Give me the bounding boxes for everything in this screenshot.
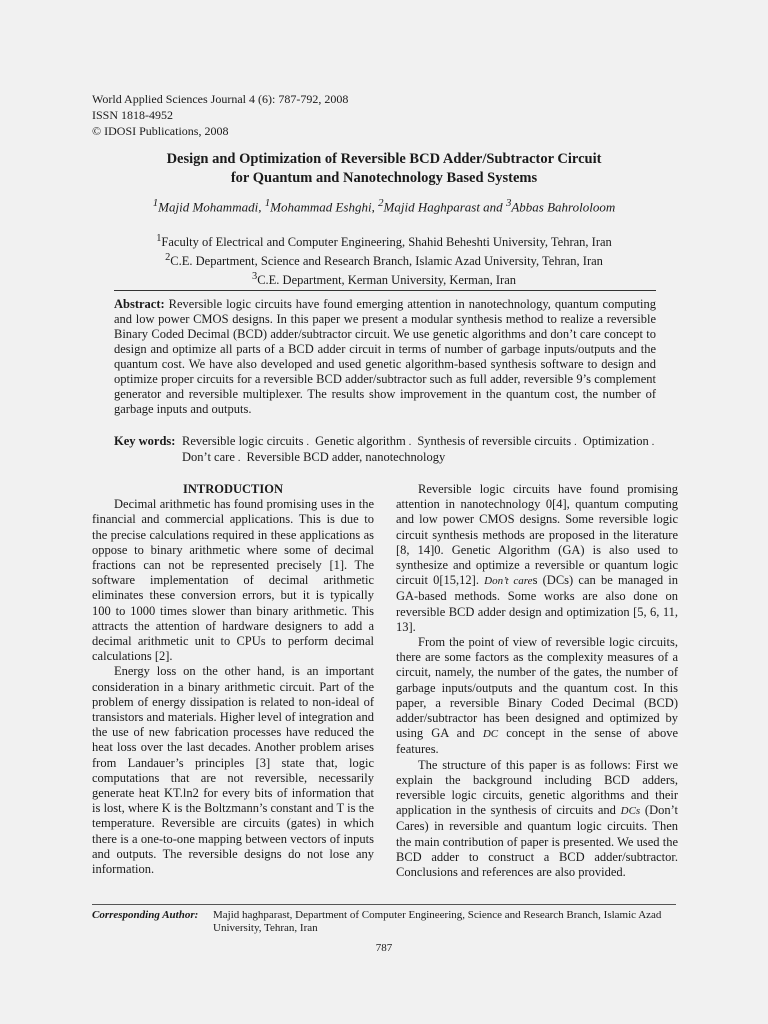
author-2: Mohammad Eshghi, — [270, 199, 379, 215]
text-run: Reversible logic circuits have found promising attention in nanotechnology 0[4], quantum computing and low power CMOS designs. Some reversible logic circuit synthesis methods are proposed in the literature [8, 14]0. Genetic Algorithm (GA) is also used to synthesize and optimize a reversible or quantum logic circuit 0[15,12]. — [396, 482, 678, 588]
affiliation-3 — [92, 269, 676, 288]
affiliation-2 — [92, 250, 676, 269]
abstract — [114, 290, 656, 417]
section-heading: INTRODUCTION — [182, 482, 283, 496]
keyword: Don’t care — [182, 450, 235, 464]
italic-run: Don’t care — [484, 575, 533, 588]
affiliations — [92, 231, 676, 288]
italic-run: DC — [482, 728, 499, 741]
text-run: (Don’t Cares) in reversible and quantum logic circuits. Then the main contribution of paper is presented. We used the BCD adder to construct a BCD adder/subtractor. Conclusions and references are also provided. — [396, 803, 678, 880]
affiliation-3-text: C.E. Department, Kerman University, Kerman, Iran — [257, 273, 517, 288]
text-run: From the point of view of reversible logic circuits, there are some factors as the complexity measures of a circuit, namely, the number of the gates, the number of garbage inputs/outputs and the quantum cost. In this paper, a reversible Binary Coded Decimal (BCD) adder/subtractor has been designed and optimized by using GA and — [396, 635, 678, 741]
keyword-separator: . — [306, 437, 309, 448]
journal-info — [92, 91, 348, 139]
author-list — [92, 197, 676, 215]
paragraph — [396, 758, 678, 881]
title-line-2: for Quantum and Nanotechnology Based Systems — [230, 170, 538, 186]
affiliation-1-sup: 1 — [156, 233, 162, 244]
title-line-1: Design and Optimization of Reversible BCD Adder/Subtractor Circuit — [166, 151, 602, 167]
author-3: Majid Haghparast and — [383, 199, 506, 215]
author-3-sup: 2 — [378, 197, 384, 209]
journal-issn: ISSN 1818-4952 — [92, 108, 174, 122]
author-4: Abbas Bahrololoom — [511, 199, 616, 215]
abstract-label: Abstract: — [114, 297, 165, 311]
corresponding-author-text: Majid haghparast, Department of Computer Engineering, Science and Research Branch, Islamic Azad University, Tehran, Iran — [213, 909, 662, 934]
keywords-list — [182, 434, 672, 466]
keyword: Synthesis of reversible circuits — [417, 434, 572, 448]
text-run: s (DCs) can be managed in GA-based methods. Some works are also done on reversible BCD adder design and optimization [5, 6, 11, 13]. — [396, 573, 678, 634]
author-4-sup: 3 — [505, 197, 512, 209]
keyword: Genetic algorithm — [315, 434, 406, 448]
paragraph — [396, 635, 678, 758]
keyword: Optimization — [582, 434, 649, 448]
journal-copyright: © IDOSI Publications, 2008 — [92, 124, 229, 138]
paragraph: Decimal arithmetic has found promising uses in the financial and commercial applications. This is due to the precise calculations required in these applications as oppose to binary arithmetic where some of decimal fractions can not be represented precisely [1]. The software implementation of decimal arithmetic eliminates these conversion errors, but it is typically 100 to 1000 times slower than binary arithmetic. This attracts the attention of hardware designers to add a decimal arithmetic unit to CPUs to perform decimal calculations [2]. — [92, 497, 374, 664]
keyword: Reversible logic circuits — [182, 434, 304, 448]
paragraph: Energy loss on the other hand, is an important consideration in a binary arithmetic circuit. Part of the problem of energy dissipation is related to non-ideal of transistors and materials. Higher level of integration and the use of new fabrication processes have reduced the heat loss over the last decades. Another problem arises from Landauer’s principles [3] state that, logic computations that are not reversible, necessarily generate heat KT.ln2 for every bits of information that is lost, where K is the Boltzmann’s constant and T is the temperature. Reversible are circuits (gates) in which there is a one-to-one mapping between vectors of inputs and outputs. The reversible designs do not lose any information. — [92, 664, 374, 877]
footer-divider — [92, 904, 676, 905]
text-run: concept in the sense of above features. — [396, 726, 678, 757]
text-run: The structure of this paper is as follows: First we explain the background including BCD adders, reversible logic circuits, genetic algorithms and their application in the synthesis of circuits and — [396, 757, 678, 818]
keyword-separator: . — [408, 437, 412, 448]
paragraph — [396, 482, 678, 635]
keyword-separator: . — [651, 437, 655, 448]
journal-citation: World Applied Sciences Journal 4 (6): 787-792, 2008 — [92, 92, 349, 106]
keyword: Reversible BCD adder, nanotechnology — [246, 450, 446, 464]
page-number: 787 — [375, 942, 393, 954]
affiliation-2-text: C.E. Department, Science and Research Branch, Islamic Azad University, Tehran, Iran — [170, 254, 603, 269]
author-2-sup: 1 — [264, 197, 271, 209]
column-left — [92, 482, 374, 877]
paper-title — [92, 150, 676, 188]
column-right — [396, 482, 678, 880]
keyword-separator: . — [574, 437, 577, 448]
italic-run: DCs — [620, 805, 641, 818]
author-1: Majid Mohammadi, — [158, 199, 265, 215]
affiliation-3-sup: 3 — [251, 271, 258, 283]
affiliation-1-text: Faculty of Electrical and Computer Engineering, Shahid Beheshti University, Tehran, Iran — [161, 235, 612, 250]
abstract-text: Reversible logic circuits have found emerging attention in nanotechnology, quantum computing and low power CMOS designs. In this paper we present a modular synthesis method to realize a reversible Binary Coded Decimal (BCD) adder/subtractor circuit. We use genetic algorithms and don’t care concept to design and optimize all parts of a BCD adder circuit in terms of number of garbage inputs/outputs and the quantum cost. We have also developed and used genetic algorithm-based synthesis software to design and optimize proper circuits for a reversible BCD adder/subtractor such as full adder, reversible 9’s complement generator and reversible multiplexer. The results show improvement in the quantum cost, the number of garbage inputs and outputs. — [114, 297, 657, 416]
affiliation-2-sup: 2 — [165, 252, 171, 264]
keywords-label: Key words: — [114, 434, 176, 448]
corresponding-author-label: Corresponding Author: — [92, 909, 199, 921]
author-1-sup: 1 — [152, 197, 159, 209]
keyword-separator: . — [237, 453, 241, 464]
affiliation-1 — [92, 231, 676, 250]
